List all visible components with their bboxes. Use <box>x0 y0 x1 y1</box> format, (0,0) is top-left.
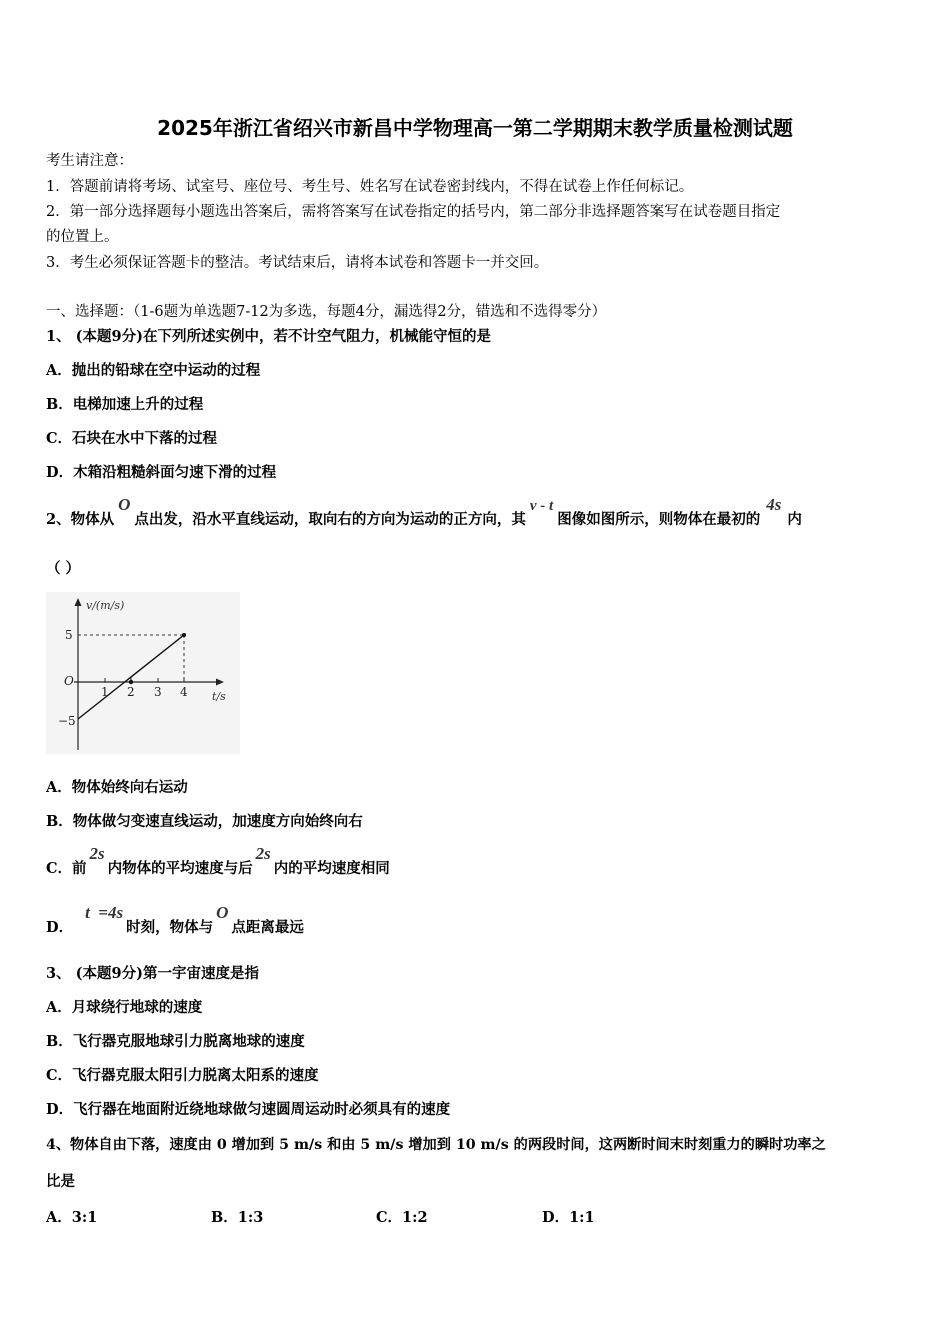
x-axis-label: t/s <box>212 690 226 703</box>
q2-option-c-math1: 2s <box>89 844 105 863</box>
y-axis-label: v/(m/s) <box>86 599 125 612</box>
q2-option-c-mid: 内物体的平均速度与后 <box>107 860 253 877</box>
q3-option-c: C．飞行器克服太阳引力脱离太阳系的速度 <box>46 1067 319 1084</box>
notice-item-3: 3．考生必须保证答题卡的整洁。考试结束后，请将本试卷和答题卡一并交回。 <box>46 255 549 271</box>
q2-option-d <box>46 903 304 938</box>
q2-math-o: O <box>118 495 131 514</box>
q4-stem-line1: 4、物体自由下落，速度由 0 增加到 5 m/s 和由 5 m/s 增加到 10 m/s 的两段时间，这两断时间末时刻重力的瞬时功率之 <box>46 1137 826 1153</box>
notice-item-1: 1．答题前请将考场、试室号、座位号、考生号、姓名写在试卷密封线内，不得在试卷上作任何标记。 <box>46 179 694 195</box>
q2-option-b: B．物体做匀变速直线运动，加速度方向始终向右 <box>46 813 363 830</box>
q2-option-d-math1: t =4s <box>85 903 124 922</box>
q4-option-c: C．1:2 <box>376 1209 428 1226</box>
q2-stem-part4: 内 <box>787 511 802 528</box>
q3-option-b: B．飞行器克服地球引力脱离地球的速度 <box>46 1033 305 1050</box>
exam-title: 2025年浙江省绍兴市新昌中学物理高一第二学期期末教学质量检测试题 <box>157 116 793 140</box>
q1-option-a: A．抛出的铅球在空中运动的过程 <box>46 362 261 379</box>
q2-option-d-mid: 时刻，物体与 <box>126 919 214 936</box>
y-axis-arrow-icon <box>75 598 82 606</box>
q2-math-vt: v - t <box>529 498 554 514</box>
q1-stem: 1、 (本题9分)在下列所述实例中，若不计空气阻力，机械能守恒的是 <box>46 328 491 345</box>
q2-answer-paren: （ ） <box>46 560 81 577</box>
q4-stem-line2: 比是 <box>46 1173 75 1190</box>
q2-option-c-math2: 2s <box>255 844 271 863</box>
q3-option-d: D．飞行器在地面附近绕地球做匀速圆周运动时必须具有的速度 <box>46 1101 451 1118</box>
q2-option-c <box>46 844 390 879</box>
vt-line <box>78 635 184 719</box>
y-tick-label-5: 5 <box>65 628 73 642</box>
q1-option-c: C．石块在水中下落的过程 <box>46 430 218 447</box>
q2-option-d-math2: O <box>216 903 229 922</box>
notice-item-2: 2．第一部分选择题每小题选出答案后，需将答案写在试卷指定的括号内，第二部分非选择题答案写在试卷题目指定 <box>46 204 781 220</box>
q2-stem <box>46 495 802 530</box>
x-tick-label-4: 4 <box>180 685 188 699</box>
q2-option-c-pre: C．前 <box>46 860 87 877</box>
q2-stem-part1: 2、物体从 <box>46 511 115 528</box>
q4-option-d: D．1:1 <box>542 1209 595 1226</box>
zero-crossing-point <box>129 680 133 684</box>
x-tick-label-1: 1 <box>101 685 109 699</box>
end-point <box>182 633 186 637</box>
q3-option-a: A．月球绕行地球的速度 <box>46 999 203 1016</box>
q2-option-c-post: 内的平均速度相同 <box>273 860 390 877</box>
q4-option-b: B．1:3 <box>211 1209 264 1226</box>
notice-item-2-cont: 的位置上。 <box>46 229 119 245</box>
q2-option-d-post: 点距离最远 <box>231 919 304 936</box>
x-tick-label-3: 3 <box>154 685 162 699</box>
q4-option-a: A．3:1 <box>46 1209 98 1226</box>
section-heading: 一、选择题：（1-6题为单选题7-12为多选，每题4分，漏选得2分，错选和不选得零分） <box>46 304 607 320</box>
x-tick-label-2: 2 <box>127 685 135 699</box>
q1-option-b: B．电梯加速上升的过程 <box>46 396 204 413</box>
notice-heading: 考生请注意： <box>46 153 133 169</box>
x-axis-arrow-icon <box>216 679 224 686</box>
q1-option-d: D．木箱沿粗糙斜面匀速下滑的过程 <box>46 464 277 481</box>
q3-stem: 3、 (本题9分)第一宇宙速度是指 <box>46 965 259 982</box>
q2-stem-part2: 点出发，沿水平直线运动，取向右的方向为运动的正方向，其 <box>134 511 526 528</box>
q2-math-4s: 4s <box>766 495 782 514</box>
vt-graph <box>46 592 240 754</box>
y-tick-label-neg5: −5 <box>58 714 76 728</box>
q2-option-a: A．物体始终向右运动 <box>46 779 188 796</box>
q2-option-d-pre: D． <box>46 919 74 936</box>
origin-label: O <box>64 674 74 688</box>
q2-stem-part3: 图像如图所示，则物体在最初的 <box>557 511 761 528</box>
vt-graph-svg <box>46 592 240 754</box>
